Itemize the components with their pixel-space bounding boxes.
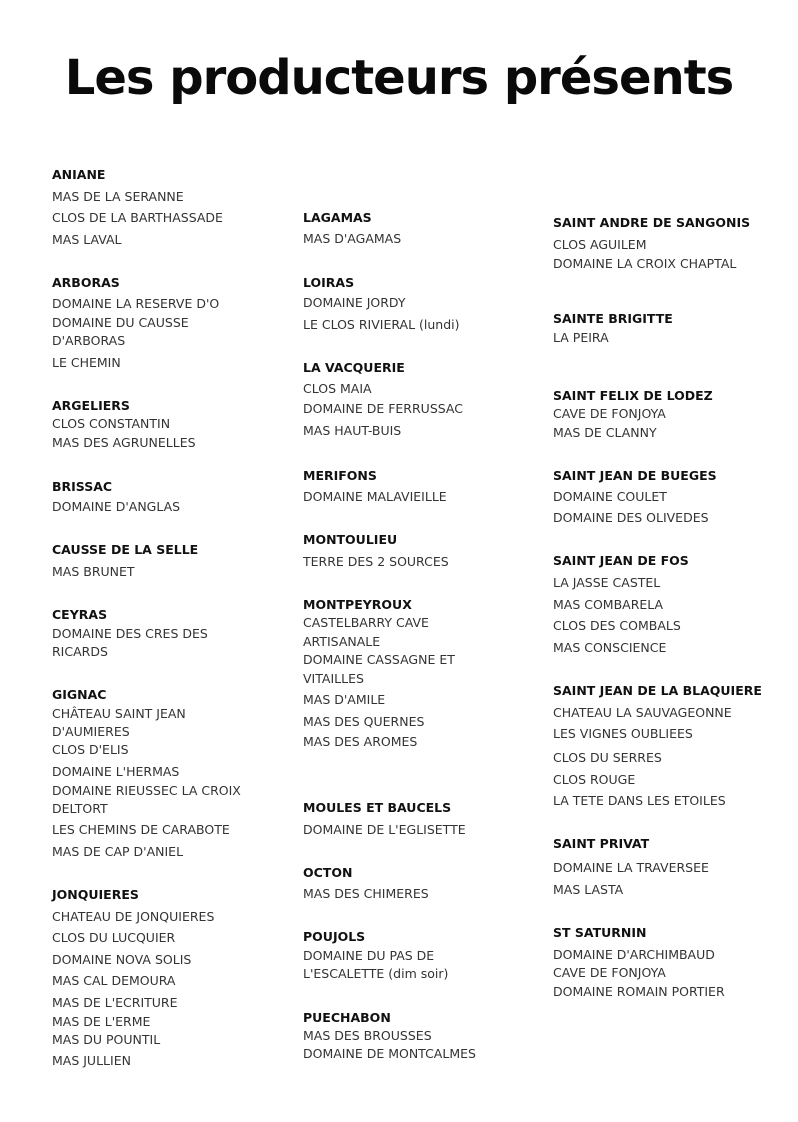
producer-name: MAS DU POUNTIL xyxy=(52,1032,161,1047)
town-name: BRISSAC xyxy=(52,479,113,494)
town-name: MONTPEYROUX xyxy=(303,597,412,612)
town-name: LOIRAS xyxy=(303,275,355,290)
town-name: LA VACQUERIE xyxy=(303,360,405,375)
producer-name: CHATEAU DE JONQUIERES xyxy=(52,909,215,924)
producer-name: D'ARBORAS xyxy=(52,333,126,348)
producer-name: MAS DES AROMES xyxy=(303,734,418,749)
producer-name: MAS LAVAL xyxy=(52,232,122,247)
producer-name: MAS CAL DEMOURA xyxy=(52,973,176,988)
producer-name: MAS JULLIEN xyxy=(52,1053,131,1068)
page-title: Les producteurs présents xyxy=(64,50,734,106)
producer-name: MAS COMBARELA xyxy=(553,597,664,612)
producer-name: DOMAINE DU PAS DE xyxy=(303,948,435,963)
producer-name: DOMAINE LA CROIX CHAPTAL xyxy=(553,256,737,271)
producer-name: TERRE DES 2 SOURCES xyxy=(303,554,449,569)
producer-name: DOMAINE DE L'EGLISETTE xyxy=(303,822,466,837)
producer-name: CLOS D'ELIS xyxy=(52,742,129,757)
producer-name: RICARDS xyxy=(52,644,108,659)
town-name: GIGNAC xyxy=(52,687,107,702)
producer-name: MAS DE CAP D'ANIEL xyxy=(52,844,184,859)
producer-name: D'AUMIERES xyxy=(52,724,130,739)
town-name: ARBORAS xyxy=(52,275,120,290)
producer-name: MAS CONSCIENCE xyxy=(553,640,667,655)
town-name: CAUSSE DE LA SELLE xyxy=(52,542,199,557)
town-name: SAINT JEAN DE FOS xyxy=(553,553,689,568)
producer-name: LA PEIRA xyxy=(553,330,609,345)
producer-name: LA TETE DANS LES ETOILES xyxy=(553,793,726,808)
producer-name: MAS DE CLANNY xyxy=(553,425,657,440)
producer-name: DOMAINE MALAVIEILLE xyxy=(303,489,447,504)
producer-name: MAS HAUT-BUIS xyxy=(303,423,402,438)
town-name: ST SATURNIN xyxy=(553,925,647,940)
producer-name: DOMAINE D'ANGLAS xyxy=(52,499,181,514)
producer-name: DOMAINE ROMAIN PORTIER xyxy=(553,984,725,999)
producer-name: LA JASSE CASTEL xyxy=(553,575,661,590)
town-name: SAINT JEAN DE LA BLAQUIERE xyxy=(553,683,762,698)
town-name: ARGELIERS xyxy=(52,398,130,413)
producer-name: CLOS DU SERRES xyxy=(553,750,662,765)
town-name: SAINT PRIVAT xyxy=(553,836,650,851)
producer-name: MAS DE L'ERME xyxy=(52,1014,151,1029)
town-name: LAGAMAS xyxy=(303,210,372,225)
town-name: ANIANE xyxy=(52,167,106,182)
producer-name: DOMAINE DES CRES DES xyxy=(52,626,208,641)
producer-name: CLOS DU LUCQUIER xyxy=(52,930,176,945)
town-name: SAINT ANDRE DE SANGONIS xyxy=(553,215,751,230)
producer-name: DOMAINE DES OLIVEDES xyxy=(553,510,709,525)
producer-name: DOMAINE D'ARCHIMBAUD xyxy=(553,947,715,962)
producer-name: CLOS ROUGE xyxy=(553,772,636,787)
town-name: CEYRAS xyxy=(52,607,108,622)
producer-name: CLOS DES COMBALS xyxy=(553,618,681,633)
producer-name: DOMAINE NOVA SOLIS xyxy=(52,952,192,967)
producer-name: DOMAINE LA RESERVE D'O xyxy=(52,296,220,311)
producer-name: DOMAINE COULET xyxy=(553,489,667,504)
producer-name: CHÂTEAU SAINT JEAN xyxy=(52,706,186,721)
producer-name: DOMAINE RIEUSSEC LA CROIX xyxy=(52,783,241,798)
producer-name: DELTORT xyxy=(52,801,108,816)
producer-name: LE CHEMIN xyxy=(52,355,121,370)
town-name: SAINT FELIX DE LODEZ xyxy=(553,388,713,403)
producer-name: LES CHEMINS DE CARABOTE xyxy=(52,822,230,837)
town-name: SAINTE BRIGITTE xyxy=(553,311,673,326)
producer-name: MAS D'AMILE xyxy=(303,692,386,707)
producer-name: DOMAINE DE MONTCALMES xyxy=(303,1046,476,1061)
producer-name: DOMAINE DU CAUSSE xyxy=(52,315,189,330)
producer-name: CHATEAU LA SAUVAGEONNE xyxy=(553,705,732,720)
town-name: MONTOULIEU xyxy=(303,532,398,547)
producer-name: MAS D'AGAMAS xyxy=(303,231,402,246)
town-name: PUECHABON xyxy=(303,1010,391,1025)
producer-name: MAS DE L'ECRITURE xyxy=(52,995,178,1010)
producer-name: CLOS CONSTANTIN xyxy=(52,416,171,431)
producer-name: CAVE DE FONJOYA xyxy=(553,965,666,980)
producer-name: CLOS DE LA BARTHASSADE xyxy=(52,210,223,225)
producer-name: DOMAINE CASSAGNE ET xyxy=(303,652,455,667)
producer-name: MAS DES AGRUNELLES xyxy=(52,435,196,450)
town-name: MERIFONS xyxy=(303,468,377,483)
town-name: SAINT JEAN DE BUEGES xyxy=(553,468,717,483)
producer-name: VITAILLES xyxy=(303,671,364,686)
producer-name: MAS DES CHIMERES xyxy=(303,886,429,901)
producer-name: LE CLOS RIVIERAL (lundi) xyxy=(303,317,460,332)
producer-name: MAS LASTA xyxy=(553,882,624,897)
producer-name: DOMAINE JORDY xyxy=(303,295,406,310)
producer-name: MAS BRUNET xyxy=(52,564,135,579)
producer-name: MAS DES BROUSSES xyxy=(303,1028,432,1043)
producer-name: DOMAINE L'HERMAS xyxy=(52,764,180,779)
producer-name: ARTISANALE xyxy=(303,634,381,649)
producer-name: LES VIGNES OUBLIEES xyxy=(553,726,693,741)
town-name: MOULES ET BAUCELS xyxy=(303,800,452,815)
producer-name: DOMAINE LA TRAVERSEE xyxy=(553,860,709,875)
producer-name: CLOS MAIA xyxy=(303,381,372,396)
producer-name: CAVE DE FONJOYA xyxy=(553,406,666,421)
town-name: OCTON xyxy=(303,865,353,880)
town-name: POUJOLS xyxy=(303,929,366,944)
town-name: JONQUIERES xyxy=(52,887,139,902)
producer-name: CLOS AGUILEM xyxy=(553,237,647,252)
producer-name: MAS DE LA SERANNE xyxy=(52,189,184,204)
producer-name: DOMAINE DE FERRUSSAC xyxy=(303,401,463,416)
producer-name: CASTELBARRY CAVE xyxy=(303,615,429,630)
producer-name: MAS DES QUERNES xyxy=(303,714,425,729)
producer-name: L'ESCALETTE (dim soir) xyxy=(303,966,449,981)
